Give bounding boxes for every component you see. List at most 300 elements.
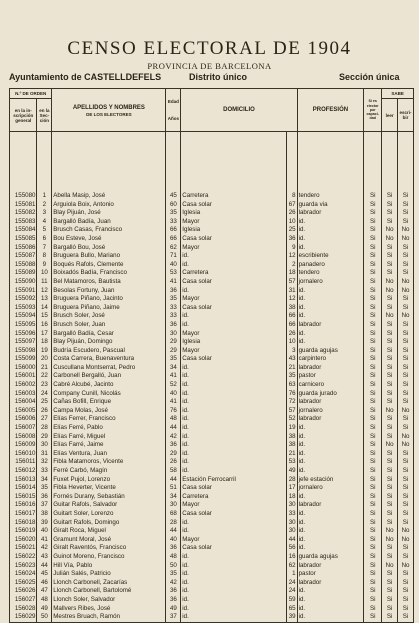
ayuntamiento-label: Ayuntamiento de CASTELLDEFELS xyxy=(9,72,162,82)
section-number: 26 xyxy=(37,407,52,416)
general-number: 156004 xyxy=(10,398,37,407)
sabe-leer: Si xyxy=(382,295,398,304)
domicilio-number: 39 xyxy=(287,613,298,622)
sabe-leer: Si xyxy=(382,493,398,502)
capacidad: Si xyxy=(364,201,382,210)
sabe-leer: Si xyxy=(382,330,398,339)
domicilio-number: 38 xyxy=(287,433,298,442)
profesion: jornalero xyxy=(297,407,364,416)
section-number: 39 xyxy=(37,519,52,528)
domicilio-number: 38 xyxy=(287,441,298,450)
table-row xyxy=(10,613,414,622)
sabe-escribir: Si xyxy=(398,587,414,596)
elector-name: Fibla Matamoros, Vicente xyxy=(52,458,166,467)
profesion: id. xyxy=(297,312,364,321)
elector-age: 66 xyxy=(166,226,181,235)
domicilio-street: id. xyxy=(181,372,287,381)
domicilio-number: 72 xyxy=(287,398,298,407)
section-number: 44 xyxy=(37,562,52,571)
profesion: labrador xyxy=(297,415,364,424)
domicilio-number: 53 xyxy=(287,458,298,467)
sabe-leer: Si xyxy=(382,372,398,381)
elector-name: Bargalló Badía, Cesar xyxy=(52,330,166,339)
sabe-leer: Si xyxy=(382,269,398,278)
domicilio-number: 33 xyxy=(287,510,298,519)
sabe-escribir: No xyxy=(398,226,414,235)
profesion: id. xyxy=(297,433,364,442)
section-number: 21 xyxy=(37,364,52,373)
capacidad: Si xyxy=(364,519,382,528)
table-row xyxy=(10,330,414,339)
profesion: id. xyxy=(297,235,364,244)
sabe-escribir: Si xyxy=(398,579,414,588)
domicilio-number: 76 xyxy=(287,390,298,399)
capacidad: Si xyxy=(364,493,382,502)
sabe-leer: Si xyxy=(382,218,398,227)
section-number: 32 xyxy=(37,458,52,467)
section-number: 31 xyxy=(37,450,52,459)
elector-name: Besolas Fortuny, Juan xyxy=(52,287,166,296)
section-number: 6 xyxy=(37,235,52,244)
section-number: 38 xyxy=(37,510,52,519)
section-number: 46 xyxy=(37,579,52,588)
table-row xyxy=(10,226,414,235)
sabe-leer: Si xyxy=(382,433,398,442)
elector-name: Guinot Moreno, Francisco xyxy=(52,553,166,562)
table-row xyxy=(10,321,414,330)
domicilio-number: 65 xyxy=(287,605,298,614)
capacidad: Si xyxy=(364,613,382,622)
domicilio-number: 44 xyxy=(287,536,298,545)
elector-name: Elías Ferrer, Francisco xyxy=(52,415,166,424)
elector-age: 44 xyxy=(166,527,181,536)
profesion: carpintero xyxy=(297,355,364,364)
table-row xyxy=(10,355,414,364)
general-number: 155091 xyxy=(10,287,37,296)
section-number: 15 xyxy=(37,312,52,321)
table-row xyxy=(10,553,414,562)
general-number: 156003 xyxy=(10,390,37,399)
capacidad: Si xyxy=(364,347,382,356)
elector-age: 35 xyxy=(166,209,181,218)
general-number: 156029 xyxy=(10,613,37,622)
capacidad: Si xyxy=(364,295,382,304)
sabe-leer: No xyxy=(382,312,398,321)
general-number: 155082 xyxy=(10,209,37,218)
table-row xyxy=(10,458,414,467)
domicilio-street: id. xyxy=(181,433,287,442)
table-row xyxy=(10,201,414,210)
capacidad: Si xyxy=(364,398,382,407)
domicilio-number: 66 xyxy=(287,321,298,330)
sabe-leer: Si xyxy=(382,398,398,407)
sabe-leer: Si xyxy=(382,587,398,596)
section-number: 50 xyxy=(37,613,52,622)
section-number: 34 xyxy=(37,476,52,485)
profesion: tendero xyxy=(297,192,364,201)
sabe-escribir: Si xyxy=(398,209,414,218)
profesion: id. xyxy=(297,330,364,339)
elector-name: Elías Ventura, Juan xyxy=(52,450,166,459)
elector-name: Arguiola Boix, Antonio xyxy=(52,201,166,210)
sabe-leer: Si xyxy=(382,467,398,476)
profesion: id. xyxy=(297,596,364,605)
domicilio-number: 9 xyxy=(287,244,298,253)
profesion: id. xyxy=(297,613,364,622)
sabe-escribir: Si xyxy=(398,398,414,407)
sabe-leer: No xyxy=(382,226,398,235)
elector-name: Cañas Bofill, Enrique xyxy=(52,398,166,407)
general-number: 156022 xyxy=(10,553,37,562)
general-number: 156021 xyxy=(10,544,37,553)
sabe-escribir: No xyxy=(398,433,414,442)
section-number: 19 xyxy=(37,347,52,356)
capacidad: Si xyxy=(364,372,382,381)
table-row xyxy=(10,441,414,450)
capacidad: Si xyxy=(364,312,382,321)
province-subtitle: PROVINCIA DE BARCELONA xyxy=(147,61,272,71)
capacidad: Si xyxy=(364,527,382,536)
sabe-escribir: Si xyxy=(398,261,414,270)
capacidad: Si xyxy=(364,261,382,270)
sabe-escribir: Si xyxy=(398,321,414,330)
elector-age: 33 xyxy=(166,218,181,227)
domicilio-number: 17 xyxy=(287,484,298,493)
sabe-leer: Si xyxy=(382,347,398,356)
elector-age: 51 xyxy=(166,484,181,493)
domicilio-street: id. xyxy=(181,390,287,399)
table-row xyxy=(10,605,414,614)
general-number: 156005 xyxy=(10,407,37,416)
profesion: tendero xyxy=(297,269,364,278)
general-number: 156028 xyxy=(10,605,37,614)
elector-name: Company Cunill, Nicolás xyxy=(52,390,166,399)
general-number: 156012 xyxy=(10,467,37,476)
elector-name: Brusch Casas, Francisco xyxy=(52,226,166,235)
table-row xyxy=(10,510,414,519)
header-apellidos xyxy=(52,89,166,132)
header-num-orden: N.º DE ORDEN xyxy=(10,89,52,99)
sabe-leer: Si xyxy=(382,261,398,270)
elector-name: Elías Ferré, Pablo xyxy=(52,424,166,433)
sabe-leer: No xyxy=(382,278,398,287)
sabe-escribir: Si xyxy=(398,596,414,605)
domicilio-number: 36 xyxy=(287,235,298,244)
sabe-leer: Si xyxy=(382,553,398,562)
profesion: pastor xyxy=(297,372,364,381)
elector-age: 44 xyxy=(166,476,181,485)
domicilio-street: Iglesia xyxy=(181,226,287,235)
elector-name: Elías Farré, Miguel xyxy=(52,433,166,442)
profesion: jornalero xyxy=(297,484,364,493)
domicilio-number: 18 xyxy=(287,493,298,502)
capacidad: Si xyxy=(364,321,382,330)
table-row xyxy=(10,536,414,545)
general-number: 156009 xyxy=(10,441,37,450)
sabe-escribir: No xyxy=(398,527,414,536)
capacidad: Si xyxy=(364,252,382,261)
sabe-escribir: Si xyxy=(398,192,414,201)
profesion: id. xyxy=(297,424,364,433)
domicilio-street: id. xyxy=(181,415,287,424)
sabe-escribir: Si xyxy=(398,252,414,261)
profesion: labrador xyxy=(297,209,364,218)
section-number: 18 xyxy=(37,338,52,347)
table-row xyxy=(10,433,414,442)
elector-name: Hill Vía, Pablo xyxy=(52,562,166,571)
profesion: id. xyxy=(297,295,364,304)
elector-age: 44 xyxy=(166,424,181,433)
table-row xyxy=(10,596,414,605)
sabe-escribir: No xyxy=(398,536,414,545)
general-number: 155096 xyxy=(10,330,37,339)
header-capacidad: Si es elector por capaci- dad xyxy=(364,89,382,132)
elector-name: Llonch Carbonell, Zacarías xyxy=(52,579,166,588)
profesion: id. xyxy=(297,287,364,296)
domicilio-street: id. xyxy=(181,458,287,467)
capacidad: Si xyxy=(364,209,382,218)
sabe-escribir: Si xyxy=(398,244,414,253)
elector-age: 30 xyxy=(166,330,181,339)
table-row xyxy=(10,338,414,347)
elector-age: 36 xyxy=(166,596,181,605)
section-number: 48 xyxy=(37,596,52,605)
capacidad: Si xyxy=(364,484,382,493)
sabe-leer: Si xyxy=(382,424,398,433)
elector-name: Giralt Roca, Miguel xyxy=(52,527,166,536)
capacidad: Si xyxy=(364,330,382,339)
elector-name: Guitar Rafols, Salvador xyxy=(52,501,166,510)
profesion: labrador xyxy=(297,501,364,510)
general-number: 156015 xyxy=(10,493,37,502)
sabe-leer: Si xyxy=(382,364,398,373)
elector-age: 37 xyxy=(166,613,181,622)
profesion: guarda agujas xyxy=(297,347,364,356)
profesion: id. xyxy=(297,519,364,528)
general-number: 156019 xyxy=(10,527,37,536)
domicilio-number: 10 xyxy=(287,338,298,347)
section-number: 49 xyxy=(37,605,52,614)
domicilio-number: 8 xyxy=(287,192,298,201)
sabe-escribir: Si xyxy=(398,519,414,528)
section-number: 14 xyxy=(37,304,52,313)
domicilio-number: 24 xyxy=(287,587,298,596)
capacidad: Si xyxy=(364,441,382,450)
sabe-leer: Si xyxy=(382,450,398,459)
domicilio-street: Casa solar xyxy=(181,510,287,519)
sabe-leer: Si xyxy=(382,252,398,261)
table-row xyxy=(10,527,414,536)
header-profesion: PROFESIÓN xyxy=(297,89,364,132)
capacidad: Si xyxy=(364,415,382,424)
domicilio-number: 21 xyxy=(287,450,298,459)
elector-name: Elías Farré, Jaime xyxy=(52,441,166,450)
elector-age: 40 xyxy=(166,261,181,270)
capacidad: Si xyxy=(364,407,382,416)
domicilio-number: 57 xyxy=(287,407,298,416)
elector-name: Bel Matamoros, Bautista xyxy=(52,278,166,287)
general-number: 156014 xyxy=(10,484,37,493)
section-number: 41 xyxy=(37,536,52,545)
capacidad: Si xyxy=(364,476,382,485)
header-seccion: en la Sec- ción xyxy=(37,99,52,132)
sabe-escribir: Si xyxy=(398,372,414,381)
section-number: 1 xyxy=(37,192,52,201)
general-number: 155088 xyxy=(10,261,37,270)
table-row xyxy=(10,476,414,485)
elector-name: Ferré Carbó, Magín xyxy=(52,467,166,476)
sabe-leer: No xyxy=(382,287,398,296)
header-apellidos-line1: APELLIDOS Y NOMBRES xyxy=(72,104,145,111)
table-row xyxy=(10,269,414,278)
domicilio-number: 31 xyxy=(287,287,298,296)
elector-age: 33 xyxy=(166,304,181,313)
elector-age: 36 xyxy=(166,587,181,596)
general-number: 155087 xyxy=(10,252,37,261)
elector-age: 62 xyxy=(166,244,181,253)
header-apellidos-line2: DE LOS ELECTORES xyxy=(86,111,132,117)
section-number: 24 xyxy=(37,390,52,399)
profesion: pastor xyxy=(297,570,364,579)
domicilio-number: 24 xyxy=(287,579,298,588)
domicilio-street: id. xyxy=(181,381,287,390)
table-row xyxy=(10,579,414,588)
domicilio-number: 26 xyxy=(287,330,298,339)
elector-name: Bargalló Badía, Juan xyxy=(52,218,166,227)
section-number: 3 xyxy=(37,209,52,218)
domicilio-number: 66 xyxy=(287,312,298,321)
elector-name: Giralt Raventós, Francisco xyxy=(52,544,166,553)
profesion: jefe estación xyxy=(297,476,364,485)
sabe-leer: Si xyxy=(382,209,398,218)
domicilio-street: Estación Ferrocarril xyxy=(181,476,287,485)
profesion: guarda agujas xyxy=(297,553,364,562)
general-number: 156002 xyxy=(10,381,37,390)
sabe-escribir: Si xyxy=(398,484,414,493)
general-number: 155095 xyxy=(10,321,37,330)
domicilio-number: 2 xyxy=(287,261,298,270)
elector-name: Bruguera Bullo, Mariano xyxy=(52,252,166,261)
header-leer: leer xyxy=(382,99,398,132)
profesion: id. xyxy=(297,304,364,313)
sabe-escribir: Si xyxy=(398,364,414,373)
elector-age: 29 xyxy=(166,338,181,347)
sabe-escribir: Si xyxy=(398,355,414,364)
sabe-leer: No xyxy=(382,407,398,416)
section-number: 10 xyxy=(37,269,52,278)
sabe-leer: Si xyxy=(382,458,398,467)
elector-age: 66 xyxy=(166,235,181,244)
domicilio-number: 3 xyxy=(287,347,298,356)
domicilio-street: id. xyxy=(181,553,287,562)
capacidad: Si xyxy=(364,381,382,390)
sabe-escribir: Si xyxy=(398,381,414,390)
section-number: 13 xyxy=(37,295,52,304)
section-number: 11 xyxy=(37,278,52,287)
sabe-leer: Si xyxy=(382,596,398,605)
table-row xyxy=(10,407,414,416)
profesion: id. xyxy=(297,218,364,227)
table-row xyxy=(10,304,414,313)
elector-name: Fornés Durany, Sebastián xyxy=(52,493,166,502)
general-number: 155092 xyxy=(10,295,37,304)
capacidad: Si xyxy=(364,226,382,235)
domicilio-street: id. xyxy=(181,441,287,450)
domicilio-number: 12 xyxy=(287,252,298,261)
elector-age: 26 xyxy=(166,458,181,467)
elector-name: Julián Salés, Patricio xyxy=(52,570,166,579)
sabe-escribir: No xyxy=(398,407,414,416)
domicilio-street: id. xyxy=(181,613,287,622)
domicilio-street: Mayor xyxy=(181,501,287,510)
capacidad: Si xyxy=(364,605,382,614)
elector-name: Bruguera Piñano, Jaime xyxy=(52,304,166,313)
sabe-leer: Si xyxy=(382,476,398,485)
elector-name: Fuxet Pujol, Lorenzo xyxy=(52,476,166,485)
sabe-leer: No xyxy=(382,527,398,536)
elector-age: 53 xyxy=(166,269,181,278)
elector-age: 40 xyxy=(166,390,181,399)
capacidad: Si xyxy=(364,338,382,347)
table-row xyxy=(10,467,414,476)
elector-age: 42 xyxy=(166,579,181,588)
section-number: 25 xyxy=(37,398,52,407)
section-number: 36 xyxy=(37,493,52,502)
domicilio-number: 10 xyxy=(287,218,298,227)
elector-age: 34 xyxy=(166,493,181,502)
census-table xyxy=(9,88,414,623)
profesion: guarda jurado xyxy=(297,390,364,399)
elector-name: Carbonell Bergalló, Juan xyxy=(52,372,166,381)
capacidad: Si xyxy=(364,562,382,571)
table-row xyxy=(10,493,414,502)
table-row xyxy=(10,415,414,424)
sabe-escribir: Si xyxy=(398,295,414,304)
general-number: 155085 xyxy=(10,235,37,244)
elector-age: 41 xyxy=(166,372,181,381)
capacidad: Si xyxy=(364,536,382,545)
table-row xyxy=(10,312,414,321)
capacidad: Si xyxy=(364,287,382,296)
section-number: 35 xyxy=(37,484,52,493)
capacidad: Si xyxy=(364,424,382,433)
capacidad: Si xyxy=(364,501,382,510)
capacidad: Si xyxy=(364,458,382,467)
section-number: 5 xyxy=(37,226,52,235)
general-number: 155099 xyxy=(10,355,37,364)
domicilio-number: 43 xyxy=(287,355,298,364)
domicilio-number: 30 xyxy=(287,501,298,510)
section-number: 4 xyxy=(37,218,52,227)
sabe-leer: Si xyxy=(382,519,398,528)
elector-age: 60 xyxy=(166,201,181,210)
profesion: labrador xyxy=(297,398,364,407)
domicilio-street: Carretera xyxy=(181,269,287,278)
capacidad: Si xyxy=(364,433,382,442)
section-number: 16 xyxy=(37,321,52,330)
section-number: 47 xyxy=(37,587,52,596)
sabe-escribir: Si xyxy=(398,605,414,614)
profesion: id. xyxy=(297,338,364,347)
profesion: jornalero xyxy=(297,278,364,287)
elector-name: Boqués Rafols, Clemente xyxy=(52,261,166,270)
domicilio-street: Iglesia xyxy=(181,209,287,218)
header-escribir: escri- bir xyxy=(398,99,414,132)
profesion: labrador xyxy=(297,321,364,330)
capacidad: Si xyxy=(364,579,382,588)
section-number: 20 xyxy=(37,355,52,364)
table-row xyxy=(10,519,414,528)
